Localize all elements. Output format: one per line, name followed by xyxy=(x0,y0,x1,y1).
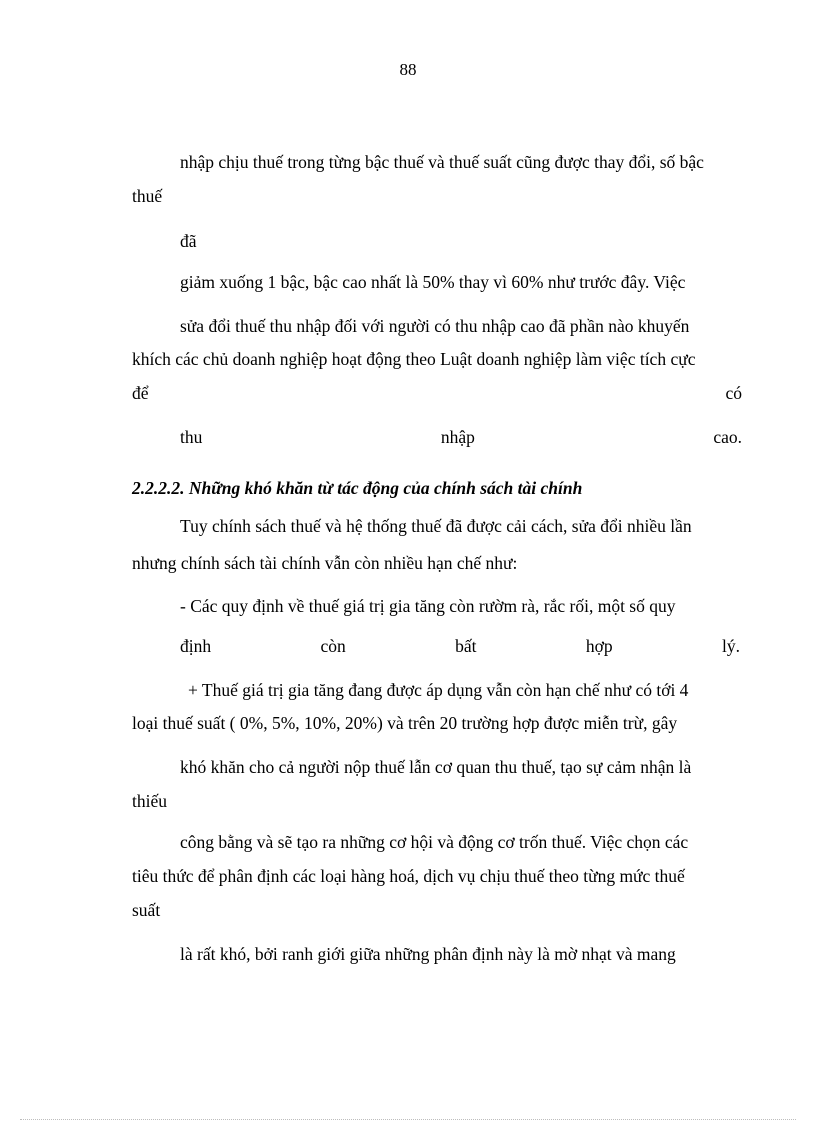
word: hợp xyxy=(585,636,613,656)
text-line: đã xyxy=(180,231,197,251)
text-line: khích các chủ doanh nghiệp hoạt động theo Luật doanh nghiệp làm việc tích cực xyxy=(132,349,696,369)
page-bottom-divider xyxy=(20,1119,796,1120)
word: thu xyxy=(180,427,203,447)
text-line: là rất khó, bởi ranh giới giữa những phân định này là mờ nhạt và mang xyxy=(180,944,676,964)
word: lý. xyxy=(722,636,740,656)
page-number: 88 xyxy=(399,60,417,79)
text-line-justified xyxy=(180,425,742,449)
text-line: - Các quy định về thuế giá trị gia tăng còn rườm rà, rắc rối, một số quy xyxy=(180,596,676,616)
text-line: giảm xuống 1 bậc, bậc cao nhất là 50% thay vì 60% như trước đây. Việc xyxy=(180,272,686,292)
text-line: loại thuế suất ( 0%, 5%, 10%, 20%) và trên 20 trường hợp được miễn trừ, gây xyxy=(132,713,678,733)
word: còn xyxy=(320,636,346,656)
text-line: sửa đổi thuế thu nhập đối với người có thu nhập cao đã phần nào khuyến xyxy=(180,316,690,336)
text-line: thiếu xyxy=(132,791,167,811)
word: để xyxy=(132,383,149,403)
text-line: suất xyxy=(132,900,161,920)
text-line: thuế xyxy=(132,186,163,206)
word: cao. xyxy=(713,427,742,447)
text-line: khó khăn cho cả người nộp thuế lẫn cơ quan thu thuế, tạo sự cảm nhận là xyxy=(180,757,692,777)
word: có xyxy=(725,383,742,403)
text-line-justified xyxy=(180,634,740,658)
text-line: tiêu thức để phân định các loại hàng hoá, dịch vụ chịu thuế theo từng mức thuế xyxy=(132,866,685,886)
text-line: + Thuế giá trị gia tăng đang được áp dụng vẫn còn hạn chế như có tới 4 xyxy=(188,680,689,700)
text-line-justified xyxy=(132,381,742,405)
word: nhập xyxy=(440,427,475,447)
section-heading: 2.2.2.2. Những khó khăn từ tác động của chính sách tài chính xyxy=(132,478,583,498)
text-line: công bằng và sẽ tạo ra những cơ hội và động cơ trốn thuế. Việc chọn các xyxy=(180,832,689,852)
text-line: nhập chịu thuế trong từng bậc thuế và thuế suất cũng được thay đổi, số bậc xyxy=(180,152,704,172)
word: định xyxy=(180,636,212,656)
word: bất xyxy=(455,636,477,656)
text-line: nhưng chính sách tài chính vẫn còn nhiều hạn chế như: xyxy=(132,553,518,573)
text-line: Tuy chính sách thuế và hệ thống thuế đã được cải cách, sửa đổi nhiều lần xyxy=(180,516,692,536)
